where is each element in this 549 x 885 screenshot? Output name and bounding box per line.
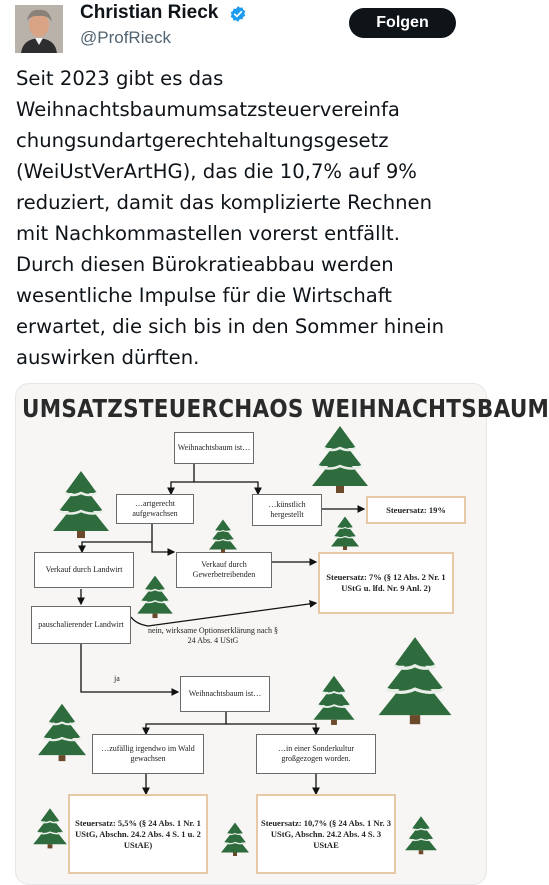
diagram-title: UMSATZSTEUERCHAOS WEIHNACHTSBAUM [22, 394, 549, 423]
christmas-tree-icon [136, 574, 174, 619]
box-tree-is: Weihnachtsbaum ist… [174, 432, 254, 464]
christmas-tree-icon [32, 806, 68, 850]
label-nein: nein, wirksame Optionserklärung nach § 24 Abs. 4 UStG [148, 626, 278, 645]
box-gewerbe: Verkauf durch Gewerbetreibenden [176, 552, 272, 588]
verified-badge-icon [229, 5, 247, 23]
christmas-tree-icon [330, 514, 360, 552]
author-handle[interactable]: @ProfRieck [80, 28, 171, 47]
tweet-line: Weihnachtsbaumumsatzsteuervereinfa [16, 98, 400, 121]
box-kuenstlich: …künstlich hergestellt [252, 494, 322, 526]
tweet-line: reduziert, damit das komplizierte Rechnen [16, 191, 433, 214]
christmas-tree-icon [376, 634, 454, 726]
christmas-tree-icon [208, 518, 238, 554]
tweet-line: Seit 2023 gibt es das [16, 67, 224, 90]
tweet-line: (WeiUstVerArtHG), das die 10,7% auf 9% [16, 160, 417, 183]
tweet-line: erwartet, die sich bis in den Sommer hinein [16, 315, 444, 338]
box-sonderkultur: …in einer Sonderkultur großgezogen worden. [256, 734, 376, 774]
box-tax-5-5: Steuersatz: 5,5% (§ 24 Abs. 1 Nr. 1 UStG, Abschn. 24.2 Abs. 4 S. 1 u. 2 UStAE) [68, 794, 208, 874]
tweet-line: mit Nachkommastellen vorerst entfällt. [16, 222, 400, 245]
avatar[interactable] [15, 5, 63, 53]
tweet-line: auswirken dürften. [16, 346, 200, 369]
author-name[interactable]: Christian Rieck [80, 2, 219, 23]
tweet-line: wesentliche Impulse für die Wirtschaft [16, 284, 392, 307]
box-tax-10-7: Steuersatz: 10,7% (§ 24 Abs. 1 Nr. 3 UStG, Abschn. 24.2 Abs. 4 S. 3 UStAE [256, 794, 396, 874]
tweet-header [0, 0, 500, 60]
box-artgerecht: …artgerecht aufgewachsen [116, 494, 194, 524]
box-landwirt: Verkauf durch Landwirt [34, 552, 134, 588]
christmas-tree-icon [51, 469, 111, 539]
label-ja: ja [114, 674, 120, 683]
box-tree-is-2: Weihnachtsbaum ist… [180, 676, 270, 712]
tweet-line: chungsundartgerechtehaltungsgesetz [16, 129, 389, 152]
christmas-tree-icon [220, 820, 250, 858]
tweet-image[interactable] [15, 383, 549, 885]
christmas-tree-icon [36, 702, 88, 762]
christmas-tree-icon [309, 424, 371, 494]
box-pauschal: pauschalierender Landwirt [31, 606, 131, 644]
tweet-line: Durch diesen Bürokratieabbau werden [16, 253, 394, 276]
box-wald: …zufällig irgendwo im Wald gewachsen [92, 734, 204, 774]
box-tax-19: Steuersatz: 19% [366, 496, 466, 524]
christmas-tree-icon [312, 674, 356, 726]
tweet-text [16, 63, 491, 373]
christmas-tree-icon [404, 814, 438, 856]
box-tax-7: Steuersatz: 7% (§ 12 Abs. 2 Nr. 1 UStG u. lfd. Nr. 9 Anl. 2) [318, 552, 454, 614]
follow-button[interactable]: Folgen [349, 8, 456, 38]
